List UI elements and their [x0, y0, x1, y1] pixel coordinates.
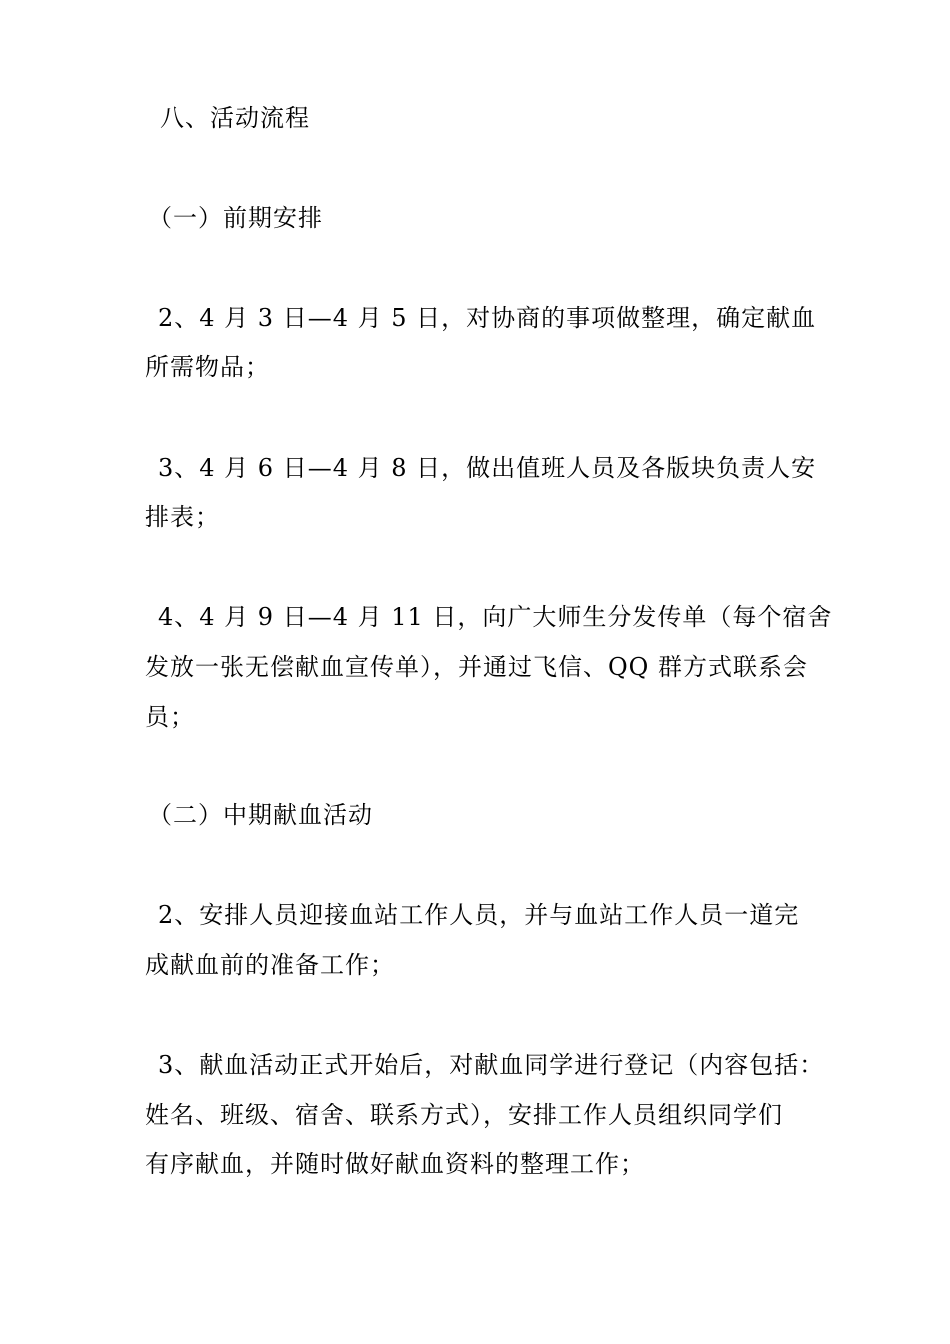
- paragraph-line: 发放一张无偿献血宣传单），并通过飞信、QQ 群方式联系会: [145, 653, 808, 681]
- heading-activity-process: 八、活动流程: [160, 104, 310, 132]
- paragraph-line: 排表；: [145, 503, 220, 531]
- paragraph-line: 所需物品；: [145, 353, 270, 381]
- paragraph-line: 有序献血，并随时做好献血资料的整理工作；: [145, 1150, 645, 1178]
- paragraph-line: 姓名、班级、宿舍、联系方式），安排工作人员组织同学们: [145, 1101, 783, 1129]
- paragraph-line: 4、4 月 9 日—4 月 11 日，向广大师生分发传单（每个宿舍: [158, 603, 833, 631]
- paragraph-line: 员；: [145, 703, 195, 731]
- paragraph-line: 3、4 月 6 日—4 月 8 日，做出值班人员及各版块负责人安: [158, 454, 817, 482]
- paragraph-line: 3、献血活动正式开始后，对献血同学进行登记（内容包括：: [158, 1051, 825, 1079]
- section-title-preparation: （一）前期安排: [148, 204, 323, 232]
- paragraph-line: 2、4 月 3 日—4 月 5 日，对协商的事项做整理，确定献血: [158, 304, 817, 332]
- paragraph-line: 2、安排人员迎接血站工作人员，并与血站工作人员一道完: [158, 901, 800, 929]
- paragraph-line: 成献血前的准备工作；: [145, 951, 395, 979]
- section-title-midterm: （二）中期献血活动: [148, 801, 373, 829]
